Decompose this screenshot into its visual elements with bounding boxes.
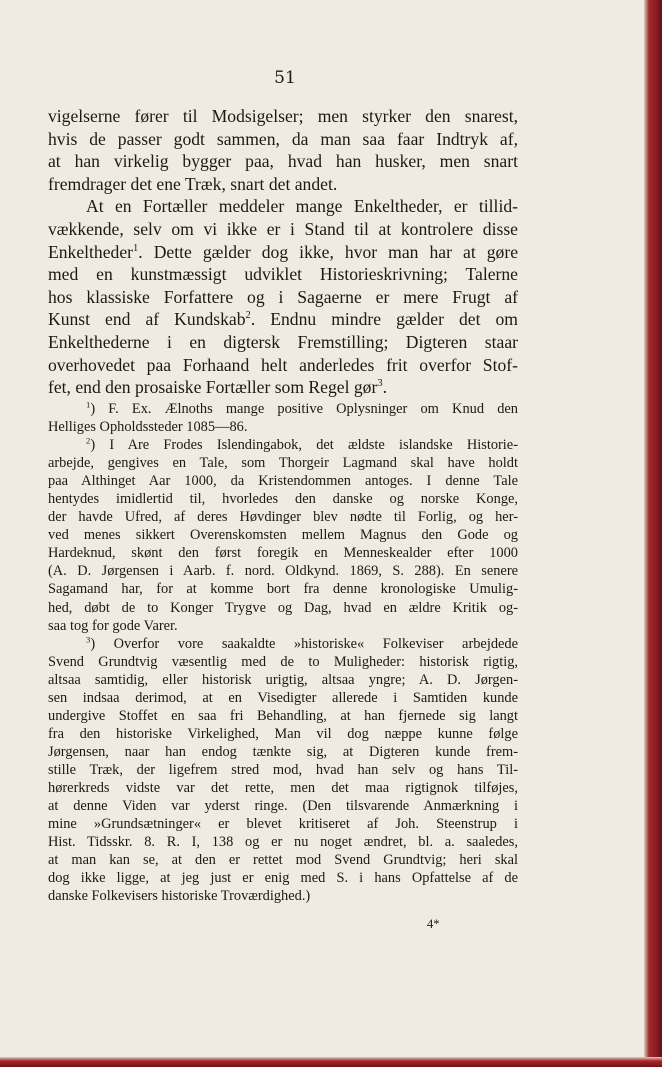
footnote-line: saa tog for gode Varer.: [48, 617, 178, 634]
footnote-line: Helliges Opholdssteder 1085—86.: [48, 419, 248, 436]
footnote-line: fra den historiske Virkelighed, Man vil dog næppe kunne følge: [48, 725, 518, 742]
footnote-ref[interactable]: 2: [245, 310, 251, 322]
signature-mark: 4*: [427, 917, 440, 931]
text-segment: F. Ex. Ælnoths mange positive Oplysninger om Knud den: [95, 401, 518, 417]
footnote-line: stille Træk, der ligefrem stred mod, hvad han selv og hans Til-: [48, 761, 518, 778]
footnote-line: Jørgensen, naar han endog tænkte sig, at Digteren kunde frem-: [48, 743, 518, 760]
footnote-marker: 1: [86, 399, 91, 410]
text-line: hos klassiske Forfattere og i Sagaerne er mere Frugt af: [48, 286, 518, 307]
footnote-line: sen indsaa derimod, at en Visedigter allerede i Samtiden kunde: [48, 689, 518, 706]
footnote-ref[interactable]: 3: [377, 378, 383, 390]
text-segment: Enkeltheder: [48, 241, 133, 262]
footnote-2: [48, 436, 518, 635]
footnote-line: altsaa samtidig, eller historisk urigtig, altsaa yngre; A. D. Jørgen-: [48, 671, 518, 688]
text-segment: .: [382, 377, 388, 398]
text-line: vigelserne fører til Modsigelser; men styrker den snarest,: [48, 106, 518, 126]
text-segment: Overfor vore saakaldte »historiske« Folkeviser arbejdede: [95, 635, 518, 652]
footnote-line: Svend Grundtvig væsentlig med de to Muligheder: historisk rigtig,: [48, 653, 518, 670]
text-line: fremdrager det ene Træk, snart det andet.: [48, 173, 338, 194]
footnote-marker: 2: [86, 435, 91, 446]
footnote-line: at denne Viden var yderst ringe. (Den tilsvarende Anmærkning i: [48, 798, 518, 815]
text-line: Enkelthederne i en digtersk Fremstilling; Digteren staar: [48, 331, 518, 352]
footnote-line: ved menes sikkert Overenskomsten mellem Magnus den Gode og: [48, 527, 518, 544]
text-segment: Kunst end af Kundskab: [48, 309, 246, 330]
text-line: overhovedet paa Forhaand helt anderledes frit overfor Stof-: [48, 354, 518, 375]
text-line: [48, 241, 518, 264]
text-line: [48, 376, 518, 399]
footnote-line: hed, døbt de to Konger Trygve og Dag, hvad en ældre Kritik og-: [48, 599, 518, 616]
text-segment: . Endnu mindre gælder det om: [250, 309, 518, 330]
book-cover-edge: [0, 1057, 662, 1067]
book-binding-edge: [644, 0, 662, 1067]
footnote-line: undergive Stoffet en saa fri Behandling, at han fjernede sig langt: [48, 707, 518, 724]
text-line: At en Fortæller meddeler mange Enkeltheder, er tillid-: [86, 196, 518, 217]
text-line: [48, 308, 518, 331]
footnote-marker: 3: [86, 634, 91, 644]
footnote-1: [48, 400, 518, 436]
text-line: hvis de passer godt sammen, da man saa faar Indtryk af,: [48, 128, 518, 149]
footnote-line: (A. D. Jørgensen i Aarb. f. nord. Oldkynd. 1869, S. 288). En senere: [48, 563, 518, 580]
footnote-line: dog ikke ligge, at jeg just er enig med S. i hans Opfattelse af de: [48, 870, 518, 887]
footnote-line: mine »Grundsætninger« er blevet kritiseret af Joh. Steenstrup i: [48, 816, 518, 833]
main-text: [48, 105, 518, 399]
footnote-ref[interactable]: 1: [133, 242, 139, 254]
footnote-line: hentydes imidlertid til, hvorledes den danske og norske Konge,: [48, 491, 518, 508]
footnote-line: der havde Ufred, af deres Høvdinger blev nødte til Forlig, og her-: [48, 509, 518, 526]
footnotes: [48, 400, 518, 905]
footnote-line: $^2$) I Are Frodes Islendingabok, det ældste islandske Historie-: [86, 435, 518, 454]
footnote-line: $^3$) Overfor vore saakaldte »historiske« Folkeviser arbejdede: [86, 634, 518, 652]
footnote-3: [48, 635, 518, 906]
text-segment: fet, end den prosaiske Fortæller som Regel gør: [48, 377, 378, 398]
text-segment: . Dette gælder dog ikke, hvor man har at gøre: [138, 241, 518, 262]
text-line: med en kunstmæssigt udviklet Historieskrivning; Talerne: [48, 264, 518, 285]
footnote-line: paa Althinget Aar 1000, da Kristendommen antoges. I denne Tale: [48, 473, 518, 490]
footnote-line: Sagamand har, for at komme bort fra denne kronologiske Umulig-: [48, 581, 518, 598]
footnote-line: at man kan se, at den er rettet mod Svend Grundtvig; heri skal: [48, 852, 518, 869]
footnote-line: danske Folkevisers historiske Troværdighed.): [48, 888, 311, 905]
footnote-line: $^1$) F. Ex. Ælnoths mange positive Oplysninger om Knud den: [86, 399, 518, 417]
page-number: 51: [274, 68, 296, 88]
footnote-line: arbejde, gengives en Tale, som Thorgeir Lagmand skal have holdt: [48, 455, 518, 472]
footnote-line: hørerkreds vidste var det rette, men det maa rigtignok tilføjes,: [48, 779, 518, 796]
footnote-line: Hist. Tidsskr. 8. R. I, 138 og er nu noget ændret, bl. a. saaledes,: [48, 834, 518, 851]
footnote-line: Hardeknud, skønt den først foregik en Menneskealder efter 1000: [48, 545, 518, 562]
text-segment: I Are Frodes Islendingabok, det ældste islandske Historie-: [95, 437, 518, 454]
text-line: vækkende, selv om vi ikke er i Stand til at kontrolere disse: [48, 218, 518, 239]
text-line: at han virkelig bygger paa, hvad han husker, men snart: [48, 151, 518, 172]
